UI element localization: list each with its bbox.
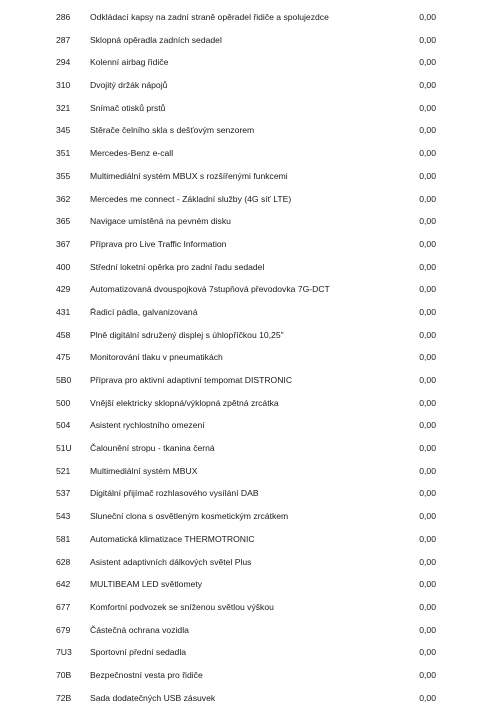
option-description: Plně digitální sdružený displej s úhlopříčkou 10,25" [90,329,284,340]
option-code: 365 [56,216,71,227]
option-price: 0,00 [419,420,436,431]
option-description: Multimediální systém MBUX [90,465,198,476]
option-description: Bezpečnostní vesta pro řidiče [90,669,203,680]
equipment-table [0,6,490,709]
option-code: 51U [56,443,72,454]
option-code: 5B0 [56,375,72,385]
option-price: 0,00 [419,238,436,249]
option-code: 475 [56,352,71,363]
table-row [0,505,490,528]
table-row [0,641,490,664]
option-price: 0,00 [419,352,436,363]
option-code: 355 [56,170,71,181]
table-row [0,528,490,551]
option-price: 0,00 [419,284,436,295]
option-description: Multimediální systém MBUX s rozšířenými funkcemi [90,170,288,181]
option-description: Sluneční clona s osvětleným kosmetickým zrcátkem [90,511,289,522]
table-row [0,278,490,301]
table-row [0,346,490,369]
table-row [0,619,490,642]
option-code: 362 [56,193,71,204]
option-description: Sklopná opěradla zadních sedadel [90,34,222,45]
option-code: 458 [56,329,71,340]
option-price: 0,00 [419,465,436,476]
table-row [0,51,490,74]
option-description: Digitální přijímač rozhlasového vysílání DAB [90,488,259,499]
option-code: 543 [56,511,71,522]
option-description: Komfortní podvozek se sníženou světlou výškou [90,601,274,612]
option-code: 310 [56,80,71,91]
table-row [0,301,490,324]
table-row [0,29,490,52]
option-price: 0,00 [419,692,436,703]
option-price: 0,00 [419,669,436,680]
option-description: Dvojitý držák nápojů [90,80,168,91]
option-price: 0,00 [419,34,436,45]
option-description: Automatizovaná dvouspojková 7stupňová převodovka 7G-DCT [90,284,330,295]
table-row [0,324,490,347]
option-price: 0,00 [419,511,436,522]
option-code: 628 [56,556,71,567]
table-row [0,687,490,709]
option-code: 345 [56,125,71,136]
option-price: 0,00 [419,170,436,181]
table-row [0,392,490,415]
option-price: 0,00 [419,443,436,454]
option-description: Monitorování tlaku v pneumatikách [90,352,223,363]
option-description: Sportovní přední sedadla [90,647,187,658]
option-price: 0,00 [419,488,436,499]
table-row [0,414,490,437]
option-price: 0,00 [419,12,436,22]
option-description: Čalounění stropu - tkanina černá [90,443,215,454]
option-code: 429 [56,284,71,295]
option-code: 581 [56,533,71,544]
table-row [0,142,490,165]
option-code: 351 [56,148,71,159]
option-price: 0,00 [419,579,436,590]
option-description: Řadicí pádla, galvanizovaná [90,306,198,317]
option-code: 7U3 [56,647,72,658]
table-row [0,596,490,619]
table-row [0,369,490,392]
option-description: Příprava pro Live Traffic Information [90,238,227,249]
table-row [0,210,490,233]
table-row [0,74,490,97]
option-code: 294 [56,57,71,68]
option-price: 0,00 [419,125,436,136]
option-price: 0,00 [419,647,436,658]
table-row [0,573,490,596]
table-row [0,460,490,483]
option-price: 0,00 [419,624,436,635]
option-description: Střední loketní opěrka pro zadní řadu sedadel [90,261,265,272]
table-row [0,6,490,29]
option-price: 0,00 [419,216,436,227]
option-description: Stěrače čelního skla s dešťovým senzorem [90,125,255,136]
option-description: Automatická klimatizace THERMOTRONIC [90,533,255,544]
option-description: Mercedes-Benz e-call [90,148,174,159]
option-description: Příprava pro aktivní adaptivní tempomat DISTRONIC [90,375,293,385]
option-code: 70B [56,669,72,680]
table-row [0,188,490,211]
option-code: 400 [56,261,71,272]
option-code: 287 [56,34,71,45]
option-code: 679 [56,624,71,635]
option-description: Asistent adaptivních dálkových světel Plus [90,556,252,567]
option-description: Částečná ochrana vozidla [90,624,189,635]
option-description: Mercedes me connect - Základní služby (4G síť LTE) [90,193,292,204]
option-code: 286 [56,12,71,22]
table-row [0,119,490,142]
option-code: 321 [56,102,71,113]
option-price: 0,00 [419,261,436,272]
option-description: MULTIBEAM LED světlomety [90,579,203,590]
table-row [0,664,490,687]
option-description: Vnější elektricky sklopná/výklopná zpětná zrcátka [90,397,279,408]
option-code: 431 [56,306,71,317]
option-description: Snímač otisků prstů [90,102,166,113]
option-price: 0,00 [419,375,436,385]
option-price: 0,00 [419,329,436,340]
option-code: 677 [56,601,71,612]
option-code: 642 [56,579,71,590]
option-price: 0,00 [419,80,436,91]
option-code: 367 [56,238,71,249]
table-row [0,165,490,188]
option-code: 72B [56,692,72,703]
option-code: 537 [56,488,71,499]
table-row [0,233,490,256]
option-price: 0,00 [419,193,436,204]
option-price: 0,00 [419,306,436,317]
option-code: 504 [56,420,71,431]
option-description: Sada dodatečných USB zásuvek [90,692,216,703]
option-price: 0,00 [419,533,436,544]
table-row [0,437,490,460]
option-description: Navigace umístěná na pevném disku [90,216,231,227]
option-price: 0,00 [419,397,436,408]
table-row [0,97,490,120]
option-code: 521 [56,465,71,476]
option-description: Kolenní airbag řidiče [90,57,169,68]
table-row [0,551,490,574]
option-description: Asistent rychlostního omezení [90,420,205,431]
option-price: 0,00 [419,556,436,567]
table-row [0,256,490,279]
option-price: 0,00 [419,102,436,113]
option-price: 0,00 [419,57,436,68]
option-price: 0,00 [419,601,436,612]
option-price: 0,00 [419,148,436,159]
table-row [0,482,490,505]
option-code: 500 [56,397,71,408]
option-description: Odkládací kapsy na zadní straně opěradel řidiče a spolujezdce [90,12,329,22]
